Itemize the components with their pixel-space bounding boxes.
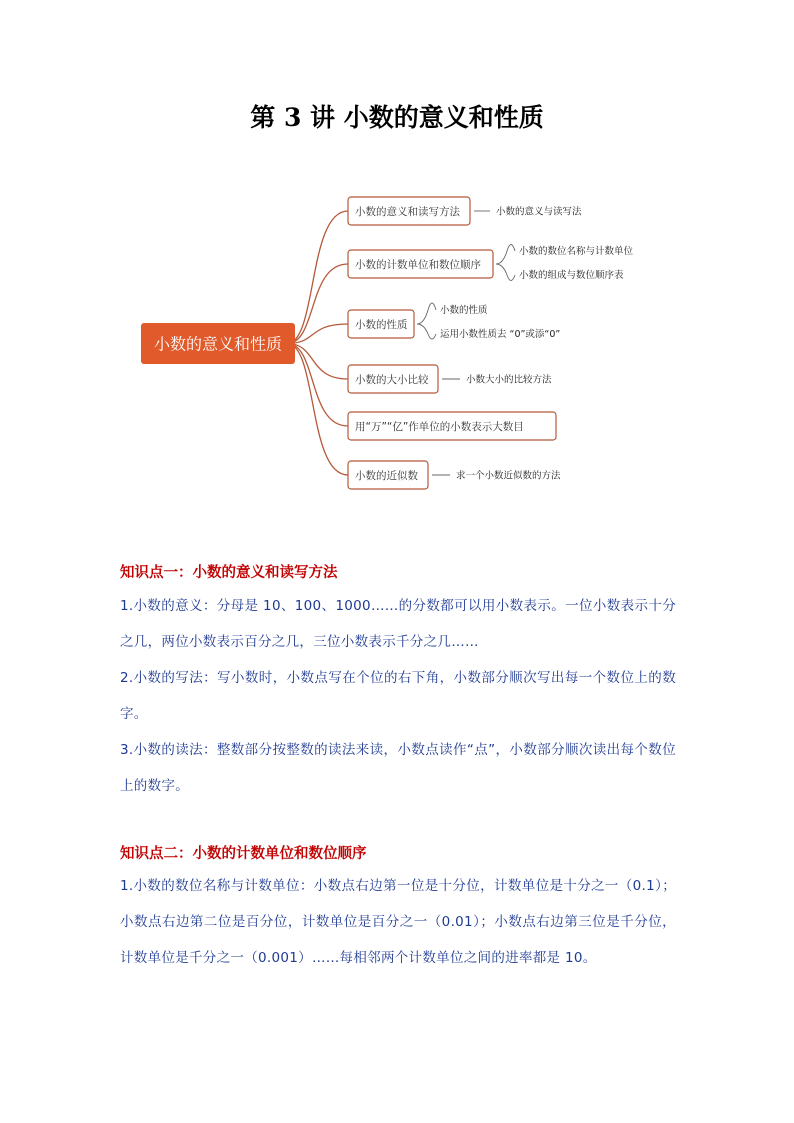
mind-map-leaf-label: 求一个小数近似数的方法 [456,470,561,482]
paragraph-reading: 3.小数的读法：整数部分按整数的读法来读，小数点读作“点”，小数部分顺次读出每个数位上的数字。 [120,742,676,794]
mind-map-leaf-label: 小数的数位名称与计数单位 [519,246,634,257]
paragraph-meaning: 1.小数的意义：分母是 10、100、1000……的分数都可以用小数表示。一位小数表示十分之几，两位小数表示百分之几，三位小数表示千分之几…… [120,598,676,650]
paragraph-writing: 2.小数的写法：写小数时，小数点写在个位的右下角，小数部分顺次写出每一个数位上的数字。 [120,670,676,722]
mind-map-connector [287,344,348,476]
paragraph-place-value: 1.小数的数位名称与计数单位：小数点右边第一位是十分位，计数单位是十分之一（0.1）；小数点右边第二位是百分位，计数单位是百分之一（0.01）；小数点右边第三位是千分位，计数单位是千分之一（0.001）……每相邻两个计数单位之间的进率都是 10。 [120,878,676,966]
mind-map [0,0,794,520]
section-heading-1: 知识点一：小数的意义和读写方法 [120,565,338,581]
mind-map-branch-label: 小数的近似数 [355,470,418,482]
mind-map-connector [287,211,348,344]
page-title: 第 3 讲 小数的意义和性质 [250,103,544,132]
mind-map-branch-label: 用“万”“亿”作单位的小数表示大数目 [355,421,524,433]
mind-map-branch-label: 小数的计数单位和数位顺序 [355,259,481,271]
mind-map-leaf-label: 运用小数性质去 “0”或添“0” [440,329,561,340]
mind-map-branch-label: 小数的意义和读写方法 [355,206,460,218]
mind-map-leaf-connector [496,264,515,281]
mind-map-leaf-label: 小数大小的比较方法 [466,374,552,386]
section-heading-2: 知识点二：小数的计数单位和数位顺序 [120,846,367,862]
mind-map-leaf-connector [417,324,436,339]
mind-map-leaf-label: 小数的性质 [440,305,488,316]
mind-map-branch-label: 小数的性质 [355,319,408,331]
mind-map-leaf-label: 小数的组成与数位顺序表 [519,270,624,281]
mind-map-root-label: 小数的意义和性质 [153,334,283,354]
mind-map-branch-label: 小数的大小比较 [355,374,429,386]
mind-map-leaf-connector [496,245,515,265]
mind-map-leaf-label: 小数的意义与读写法 [496,206,582,218]
mind-map-leaf-connector [417,303,436,324]
mind-map-connector [287,344,348,427]
